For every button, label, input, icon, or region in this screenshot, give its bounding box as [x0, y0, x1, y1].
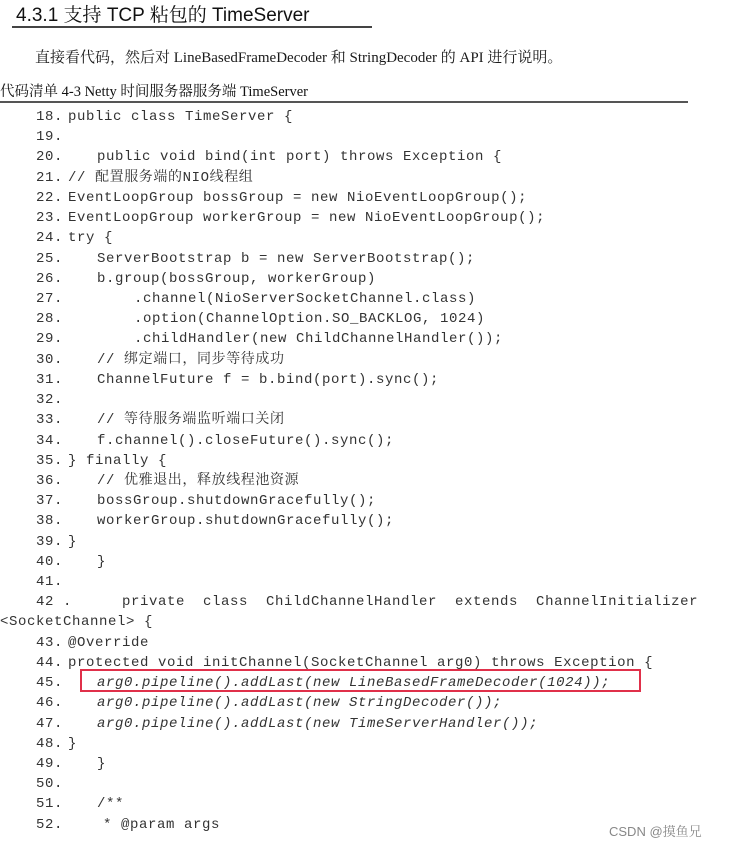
line-number: 30.	[36, 351, 64, 368]
code-line	[0, 309, 752, 329]
line-number: 37.	[36, 493, 64, 510]
line-number: 21.	[36, 169, 64, 186]
code-line	[0, 552, 752, 572]
code-text: protected void initChannel(SocketChannel arg0) throws Exception {	[68, 654, 654, 671]
line-number: 18.	[36, 109, 64, 125]
line-number: 51.	[36, 796, 64, 813]
code-comment: // 绑定端口，同步等待成功	[97, 351, 285, 368]
code-text: .option(ChannelOption.SO_BACKLOG, 1024)	[134, 311, 486, 328]
line-number: 23.	[36, 210, 64, 227]
line-number: 42 .	[36, 594, 73, 611]
code-line	[0, 714, 752, 734]
code-line	[0, 350, 752, 370]
code-line	[0, 107, 752, 127]
code-text: ChannelFuture f = b.bind(port).sync();	[97, 371, 440, 388]
code-line	[0, 329, 752, 349]
line-number: 32.	[36, 392, 64, 409]
code-text: b.group(bossGroup, workerGroup)	[97, 270, 377, 287]
caption-rule	[0, 101, 688, 103]
intro-paragraph: 直接看代码，然后对 LineBasedFrameDecoder 和 StringDecoder 的 API 进行说明。	[35, 50, 563, 66]
code-line	[0, 208, 752, 228]
line-number: 50.	[36, 776, 64, 793]
line-number: 34.	[36, 432, 64, 449]
line-number: 36.	[36, 472, 64, 489]
line-number: 28.	[36, 311, 64, 328]
code-line	[0, 794, 752, 814]
line-number: 38.	[36, 513, 64, 530]
line-number: 48.	[36, 735, 64, 752]
code-comment: // 优雅退出，释放线程池资源	[97, 472, 300, 489]
code-text: EventLoopGroup workerGroup = new NioEventLoopGroup();	[68, 210, 546, 227]
code-text: } finally {	[68, 452, 168, 469]
line-number: 40.	[36, 553, 64, 570]
code-comment: // 配置服务端的NIO线程组	[68, 169, 254, 186]
code-text: arg0.pipeline().addLast(new StringDecoder());	[97, 695, 503, 712]
code-text: public void bind(int port) throws Exception {	[97, 149, 503, 166]
code-line	[0, 693, 752, 713]
code-text: }	[68, 735, 78, 752]
code-line-wrap	[0, 612, 752, 632]
title-underline	[12, 26, 372, 28]
code-text: EventLoopGroup bossGroup = new NioEventLoopGroup();	[68, 189, 528, 206]
line-number: 27.	[36, 290, 64, 307]
code-line	[0, 754, 752, 774]
code-line	[0, 491, 752, 511]
code-line	[0, 289, 752, 309]
line-number: 26.	[36, 270, 64, 287]
code-text: f.channel().closeFuture().sync();	[97, 432, 395, 449]
code-comment: /**	[97, 796, 125, 813]
code-line	[0, 532, 752, 552]
highlight-box	[80, 669, 641, 692]
line-number: 46.	[36, 695, 64, 712]
code-line	[0, 127, 752, 147]
code-line	[0, 410, 752, 430]
code-text: }	[68, 533, 78, 550]
code-line	[0, 774, 752, 794]
line-number: 31.	[36, 371, 64, 388]
code-line	[0, 249, 752, 269]
code-comment: * @param args	[103, 816, 221, 833]
code-text: @Override	[68, 634, 150, 651]
code-line	[0, 390, 752, 410]
code-line	[0, 451, 752, 471]
code-text: public class TimeServer {	[68, 109, 294, 125]
line-number: 29.	[36, 331, 64, 348]
code-line	[0, 228, 752, 248]
line-number: 25.	[36, 250, 64, 267]
code-line	[0, 511, 752, 531]
code-text: try {	[68, 230, 114, 247]
watermark: CSDN @摸鱼兄	[609, 824, 702, 839]
section-title: 4.3.1 支持 TCP 粘包的 TimeServer	[16, 5, 310, 26]
line-number: 43.	[36, 634, 64, 651]
code-text: }	[97, 553, 107, 570]
code-comment: // 等待服务端监听端口关闭	[97, 412, 285, 429]
line-number: 35.	[36, 452, 64, 469]
code-text: ServerBootstrap b = new ServerBootstrap();	[97, 250, 476, 267]
line-number: 45.	[36, 675, 64, 692]
line-number: 52.	[36, 816, 64, 833]
code-line	[0, 633, 752, 653]
line-number: 22.	[36, 189, 64, 206]
code-text: <SocketChannel> {	[0, 614, 154, 631]
code-line	[0, 734, 752, 754]
code-listing-caption: 代码清单 4-3 Netty 时间服务器服务端 TimeServer	[0, 84, 308, 100]
line-number: 24.	[36, 230, 64, 247]
code-text: arg0.pipeline().addLast(new TimeServerHandler());	[97, 715, 539, 732]
line-number: 33.	[36, 412, 64, 429]
code-line	[0, 431, 752, 451]
code-line	[0, 147, 752, 167]
line-number: 47.	[36, 715, 64, 732]
code-line	[0, 592, 752, 612]
code-line	[0, 572, 752, 592]
code-line	[0, 168, 752, 188]
code-text: .childHandler(new ChildChannelHandler());	[134, 331, 504, 348]
code-line	[0, 471, 752, 491]
code-line	[0, 370, 752, 390]
line-number: 49.	[36, 756, 64, 772]
code-listing	[0, 107, 752, 835]
line-number: 41.	[36, 574, 64, 591]
code-text: private class ChildChannelHandler extends ChannelInitializer	[122, 594, 699, 611]
line-number: 44.	[36, 654, 64, 671]
code-line	[0, 188, 752, 208]
code-text: workerGroup.shutdownGracefully();	[97, 513, 395, 530]
line-number: 19.	[36, 129, 64, 146]
line-number: 20.	[36, 149, 64, 166]
code-text: }	[97, 756, 107, 772]
code-text: bossGroup.shutdownGracefully();	[97, 493, 377, 510]
code-line	[0, 269, 752, 289]
code-text: .channel(NioServerSocketChannel.class)	[134, 290, 477, 307]
code-text: arg0.pipeline().addLast(new LineBasedFrameDecoder(1024));	[97, 675, 611, 692]
line-number: 39.	[36, 533, 64, 550]
